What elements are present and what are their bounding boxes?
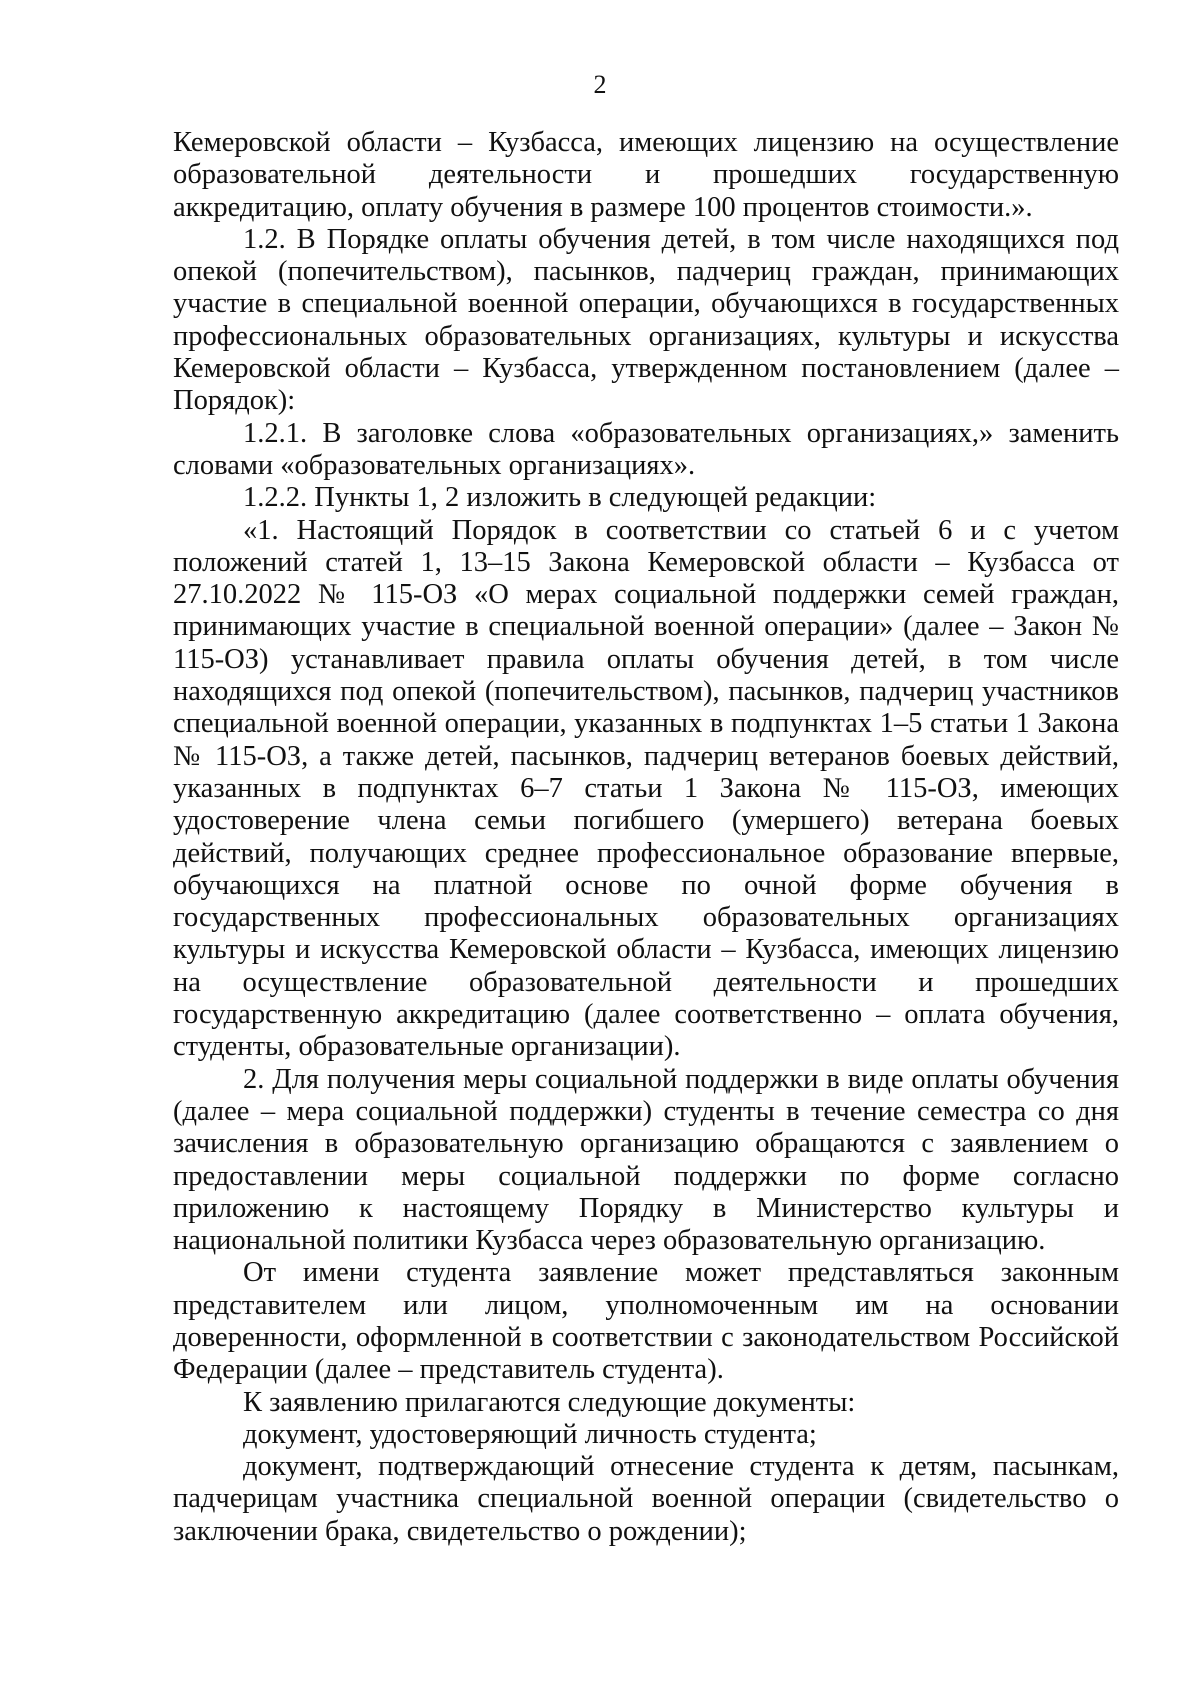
document-body bbox=[173, 127, 1119, 1548]
paragraph-continuation: Кемеровской области – Кузбасса, имеющих лицензию на осуществление образовательной деятельности и прошедших государственную аккредитацию, оплату обучения в размере 100 процентов стоимости.». bbox=[173, 127, 1119, 223]
paragraph-clause-1-2: 1.2. В Порядке оплаты обучения детей, в том числе находящихся под опекой (попечительством), пасынков, падчериц граждан, принимающих участие в специальной военной операции, обучающихся в государственных профессиональных образовательных организациях, культуры и искусства Кемеровской области – Кузбасса, утвержденном постановлением (далее – Порядок): bbox=[173, 223, 1119, 417]
paragraph-point-2: 2. Для получения меры социальной поддержки в виде оплаты обучения (далее – мера социальной поддержки) студенты в течение семестра со дня зачисления в образовательную организацию обращаются с заявлением о предоставлении меры социальной поддержки по форме согласно приложению к настоящему Порядку в Министерство культуры и национальной политики Кузбасса через образовательную организацию. bbox=[173, 1063, 1119, 1257]
page-number: 2 bbox=[593, 70, 607, 99]
paragraph-document-relation: документ, подтверждающий отнесение студента к детям, пасынкам, падчерицам участника специальной военной операции (свидетельство о заключении брака, свидетельство о рождении); bbox=[173, 1451, 1119, 1547]
paragraph-representative: От имени студента заявление может представляться законным представителем или лицом, уполномоченным им на основании доверенности, оформленной в соответствии с законодательством Российской Федерации (далее – представитель студента). bbox=[173, 1257, 1119, 1386]
paragraph-clause-1-2-1: 1.2.1. В заголовке слова «образовательных организациях,» заменить словами «образовательных организациях». bbox=[173, 417, 1119, 481]
paragraph-documents-intro: К заявлению прилагаются следующие документы: bbox=[243, 1386, 856, 1418]
paragraph-document-identity: документ, удостоверяющий личность студента; bbox=[243, 1418, 817, 1450]
paragraph-clause-1-2-2: 1.2.2. Пункты 1, 2 изложить в следующей редакции: bbox=[243, 482, 877, 514]
paragraph-point-1: «1. Настоящий Порядок в соответствии со статьей 6 и с учетом положений статей 1, 13–15 Закона Кемеровской области – Кузбасса от 27.10.2022 № 115-ОЗ «О мерах социальной поддержки семей граждан, принимающих участие в специальной военной операции» (далее – Закон № 115-ОЗ) устанавливает правила оплаты обучения детей, в том числе находящихся под опекой (попечительством), пасынков, падчериц участников специальной военной операции, указанных в подпунктах 1–5 статьи 1 Закона № 115-ОЗ, а также детей, пасынков, падчериц ветеранов боевых действий, указанных в подпунктах 6–7 статьи 1 Закона № 115-ОЗ, имеющих удостоверение члена семьи погибшего (умершего) ветерана боевых действий, получающих среднее профессиональное образование впервые, обучающихся на платной основе по очной форме обучения в государственных профессиональных образовательных организациях культуры и искусства Кемеровской области – Кузбасса, имеющих лицензию на осуществление образовательной деятельности и прошедших государственную аккредитацию (далее соответственно – оплата обучения, студенты, образовательные организации). bbox=[173, 514, 1119, 1063]
